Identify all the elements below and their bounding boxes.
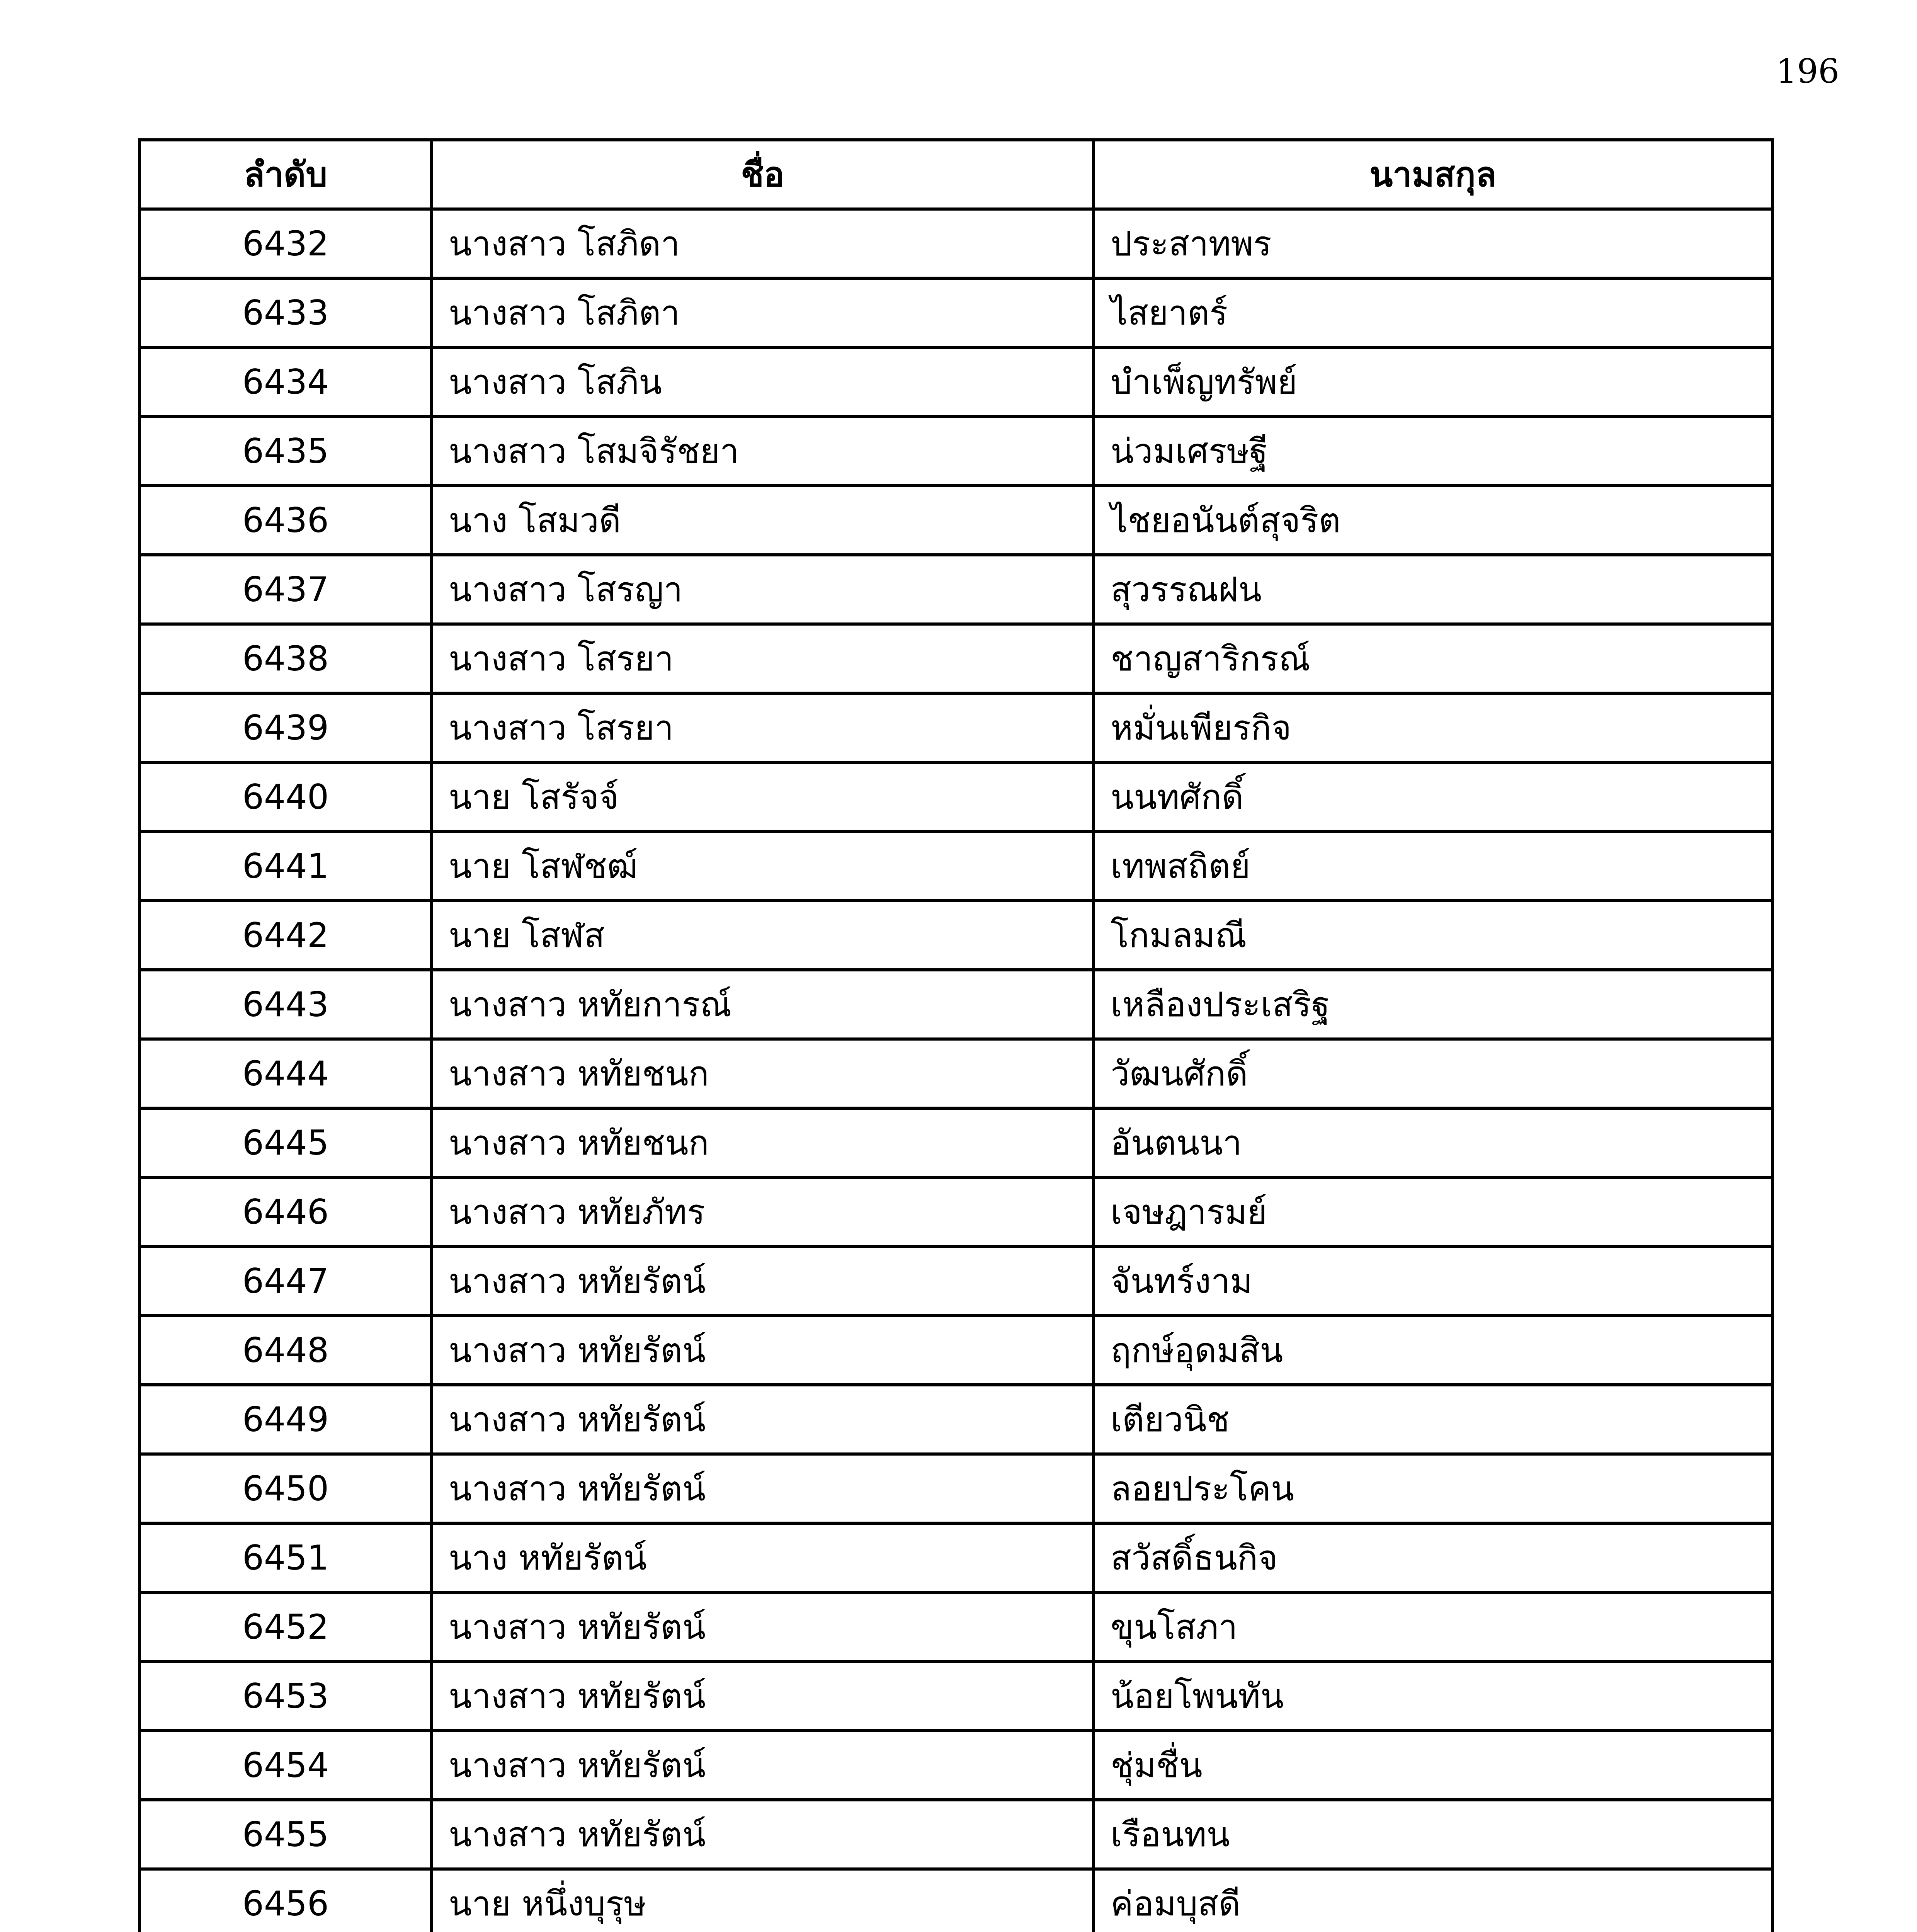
- first-name-cell: นางสาว โสภิน: [432, 347, 1094, 417]
- last-name-cell: เรือนทน: [1094, 1800, 1772, 1869]
- table-row: [139, 1247, 1772, 1316]
- sequence-cell: 6435: [139, 417, 432, 486]
- last-name-cell: เทพสถิตย์: [1094, 832, 1772, 901]
- first-name-cell: นางสาว หทัยรัตน์: [432, 1316, 1094, 1385]
- table-header-row: [139, 140, 1772, 209]
- name-list-table: [138, 138, 1774, 1932]
- last-name-cell: สุวรรณฝน: [1094, 555, 1772, 624]
- table-row: [139, 970, 1772, 1039]
- last-name-cell: วัฒนศักดิ์: [1094, 1039, 1772, 1108]
- last-name-cell: น่วมเศรษฐี: [1094, 417, 1772, 486]
- table-row: [139, 417, 1772, 486]
- last-name-cell: ชุ่มชื่น: [1094, 1731, 1772, 1800]
- sequence-cell: 6439: [139, 693, 432, 762]
- sequence-cell: 6436: [139, 486, 432, 555]
- first-name-cell: นาย โสฬชฒ์: [432, 832, 1094, 901]
- table-row: [139, 1385, 1772, 1454]
- sequence-cell: 6440: [139, 762, 432, 832]
- first-name-cell: นางสาว โสภิตา: [432, 278, 1094, 347]
- table-row: [139, 1039, 1772, 1108]
- first-name-cell: นาย โสฬส: [432, 901, 1094, 970]
- sequence-cell: 6441: [139, 832, 432, 901]
- last-name-cell: ลอยประโคน: [1094, 1454, 1772, 1523]
- table-row: [139, 209, 1772, 278]
- table-row: [139, 1731, 1772, 1800]
- first-name-cell: นางสาว หทัยชนก: [432, 1108, 1094, 1177]
- sequence-cell: 6438: [139, 624, 432, 693]
- sequence-cell: 6448: [139, 1316, 432, 1385]
- first-name-cell: นางสาว หทัยรัตน์: [432, 1731, 1094, 1800]
- header-first-name: ชื่อ: [432, 140, 1094, 209]
- first-name-cell: นางสาว โสมจิรัชยา: [432, 417, 1094, 486]
- table-row: [139, 1869, 1772, 1932]
- sequence-cell: 6443: [139, 970, 432, 1039]
- first-name-cell: นาง โสมวดี: [432, 486, 1094, 555]
- first-name-cell: นางสาว โสรญา: [432, 555, 1094, 624]
- last-name-cell: ไสยาตร์: [1094, 278, 1772, 347]
- table-row: [139, 347, 1772, 417]
- first-name-cell: นาย หนึ่งบุรุษ: [432, 1869, 1094, 1932]
- sequence-cell: 6432: [139, 209, 432, 278]
- sequence-cell: 6451: [139, 1523, 432, 1592]
- last-name-cell: อันตนนา: [1094, 1108, 1772, 1177]
- table-row: [139, 1177, 1772, 1247]
- last-name-cell: ไชยอนันต์สุจริต: [1094, 486, 1772, 555]
- first-name-cell: นาย โสรัจจ์: [432, 762, 1094, 832]
- first-name-cell: นาง หทัยรัตน์: [432, 1523, 1094, 1592]
- sequence-cell: 6434: [139, 347, 432, 417]
- sequence-cell: 6452: [139, 1592, 432, 1662]
- sequence-cell: 6445: [139, 1108, 432, 1177]
- last-name-cell: ค่อมบุสดี: [1094, 1869, 1772, 1932]
- first-name-cell: นางสาว หทัยการณ์: [432, 970, 1094, 1039]
- last-name-cell: เหลืองประเสริฐ: [1094, 970, 1772, 1039]
- sequence-cell: 6442: [139, 901, 432, 970]
- table-row: [139, 1662, 1772, 1731]
- last-name-cell: ขุนโสภา: [1094, 1592, 1772, 1662]
- table-row: [139, 486, 1772, 555]
- last-name-cell: จันทร์งาม: [1094, 1247, 1772, 1316]
- sequence-cell: 6446: [139, 1177, 432, 1247]
- table-row: [139, 1108, 1772, 1177]
- first-name-cell: นางสาว หทัยรัตน์: [432, 1454, 1094, 1523]
- table-row: [139, 624, 1772, 693]
- table-row: [139, 1523, 1772, 1592]
- last-name-cell: เตียวนิช: [1094, 1385, 1772, 1454]
- sequence-cell: 6456: [139, 1869, 432, 1932]
- table-row: [139, 762, 1772, 832]
- sequence-cell: 6453: [139, 1662, 432, 1731]
- table-row: [139, 278, 1772, 347]
- sequence-cell: 6444: [139, 1039, 432, 1108]
- sequence-cell: 6437: [139, 555, 432, 624]
- table-row: [139, 832, 1772, 901]
- table-body: [139, 209, 1772, 1932]
- first-name-cell: นางสาว โสรยา: [432, 624, 1094, 693]
- first-name-cell: นางสาว หทัยรัตน์: [432, 1247, 1094, 1316]
- last-name-cell: ฤกษ์อุดมสิน: [1094, 1316, 1772, 1385]
- table-row: [139, 1316, 1772, 1385]
- last-name-cell: ประสาทพร: [1094, 209, 1772, 278]
- last-name-cell: สวัสดิ์ธนกิจ: [1094, 1523, 1772, 1592]
- last-name-cell: โกมลมณี: [1094, 901, 1772, 970]
- first-name-cell: นางสาว โสภิดา: [432, 209, 1094, 278]
- table-row: [139, 555, 1772, 624]
- first-name-cell: นางสาว หทัยชนก: [432, 1039, 1094, 1108]
- sequence-cell: 6433: [139, 278, 432, 347]
- last-name-cell: บำเพ็ญทรัพย์: [1094, 347, 1772, 417]
- table-row: [139, 1800, 1772, 1869]
- first-name-cell: นางสาว หทัยรัตน์: [432, 1385, 1094, 1454]
- last-name-cell: หมั่นเพียรกิจ: [1094, 693, 1772, 762]
- first-name-cell: นางสาว หทัยภัทร: [432, 1177, 1094, 1247]
- sequence-cell: 6450: [139, 1454, 432, 1523]
- first-name-cell: นางสาว หทัยรัตน์: [432, 1662, 1094, 1731]
- table-row: [139, 1592, 1772, 1662]
- sequence-cell: 6449: [139, 1385, 432, 1454]
- first-name-cell: นางสาว โสรยา: [432, 693, 1094, 762]
- header-last-name: นามสกุล: [1094, 140, 1772, 209]
- sequence-cell: 6455: [139, 1800, 432, 1869]
- last-name-cell: น้อยโพนทัน: [1094, 1662, 1772, 1731]
- table-row: [139, 1454, 1772, 1523]
- first-name-cell: นางสาว หทัยรัตน์: [432, 1800, 1094, 1869]
- page-number: 196: [1776, 52, 1839, 91]
- header-sequence: ลำดับ: [139, 140, 432, 209]
- last-name-cell: ชาญสาริกรณ์: [1094, 624, 1772, 693]
- first-name-cell: นางสาว หทัยรัตน์: [432, 1592, 1094, 1662]
- sequence-cell: 6454: [139, 1731, 432, 1800]
- last-name-cell: นนทศักดิ์: [1094, 762, 1772, 832]
- sequence-cell: 6447: [139, 1247, 432, 1316]
- last-name-cell: เจษฎารมย์: [1094, 1177, 1772, 1247]
- table-row: [139, 901, 1772, 970]
- table-row: [139, 693, 1772, 762]
